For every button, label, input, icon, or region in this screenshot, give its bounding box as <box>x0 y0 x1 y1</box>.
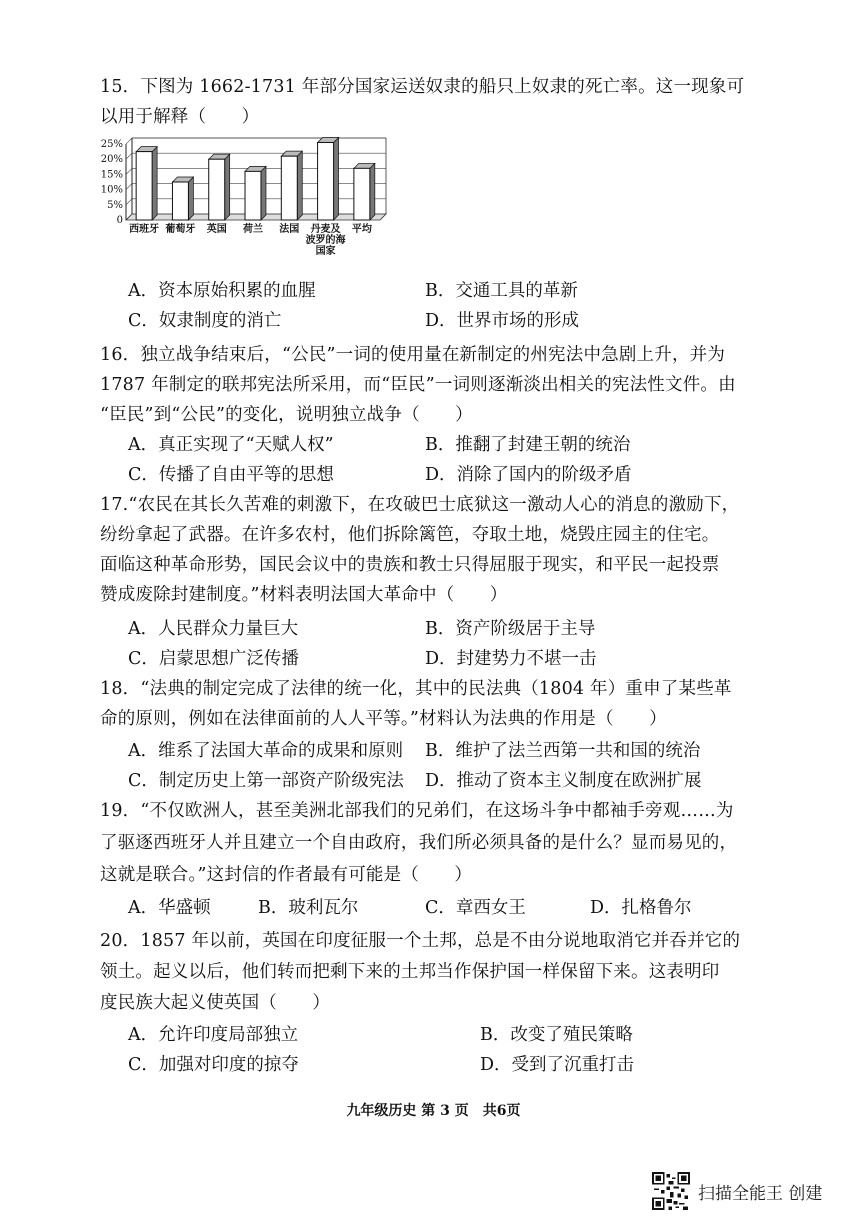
q16-option-d: D．消除了国内的阶级矛盾 <box>425 465 632 485</box>
bar-side <box>188 177 193 220</box>
bar-side <box>261 166 266 220</box>
q15-option-c: C．奴隶制度的消亡 <box>128 311 282 331</box>
bar <box>245 171 261 220</box>
x-category-label: 西班牙 <box>129 224 160 235</box>
y-tick-label: 10% <box>100 184 123 196</box>
q20-option-a: A．允许印度局部独立 <box>128 1025 299 1045</box>
q18-line-1: 18．“法典的制定完成了法律的统一化，其中的民法典（1804 年）重申了某些革 <box>100 679 732 699</box>
y-tick-label: 5% <box>107 199 123 211</box>
q18-line-2: 命的原则，例如在法律面前的人人平等。”材料认为法典的作用是（ ） <box>100 709 667 729</box>
q18-option-b: B．维护了法兰西第一共和国的统治 <box>425 741 701 761</box>
scanner-watermark <box>652 1172 822 1210</box>
x-category-label: 平均 <box>351 224 372 235</box>
x-category-label: 荷兰 <box>243 224 263 235</box>
q20-option-b: B．改变了殖民策略 <box>480 1025 633 1045</box>
q18-option-a: A．维系了法国大革命的成果和原则 <box>128 741 404 761</box>
page-footer: 九年级历史 第 3 页 共6页 <box>346 1103 521 1119</box>
x-category-label: 葡萄牙 <box>165 224 196 235</box>
q17-line-4: 赞成废除封建制度。”材料表明法国大革命中（ ） <box>100 585 508 605</box>
q19-option-a: A．华盛顿 <box>128 898 211 918</box>
q15-option-b: B．交通工具的革新 <box>425 281 578 301</box>
q17-option-a: A．人民群众力量巨大 <box>128 619 299 639</box>
q17-option-d: D．封建势力不堪一击 <box>425 649 597 669</box>
bar <box>172 182 188 220</box>
q16-line-3: “臣民”到“公民”的变化，说明独立战争（ ） <box>100 405 473 425</box>
x-category-label: 波罗的海 <box>305 235 346 246</box>
x-category-label: 国家 <box>315 246 336 257</box>
y-tick-label: 15% <box>100 169 123 181</box>
q18-option-d: D．推动了资本主义制度在欧洲扩展 <box>425 771 702 791</box>
gridline-diagonal <box>126 138 132 144</box>
slave-mortality-bar-chart <box>98 134 398 272</box>
gridline-diagonal <box>126 168 132 174</box>
bar <box>136 152 152 220</box>
q19-option-b: B．玻利瓦尔 <box>258 898 359 918</box>
bar-side <box>334 137 339 220</box>
bar-side <box>152 147 157 220</box>
x-category-label: 英国 <box>206 224 227 235</box>
q16-line-2: 1787 年制定的联邦宪法所采用，而“臣民”一词则逐渐淡出相关的宪法性文件。由 <box>100 375 736 395</box>
q16-option-c: C．传播了自由平等的思想 <box>128 465 334 485</box>
q19-option-c: C．章西女王 <box>425 898 526 918</box>
y-tick-label: 25% <box>100 139 123 150</box>
bar <box>281 156 297 220</box>
gridline-diagonal <box>126 184 132 190</box>
q15-option-d: D．世界市场的形成 <box>425 311 580 331</box>
bar <box>318 142 334 220</box>
q15-option-a: A．资本原始积累的血腥 <box>128 281 316 301</box>
q20-option-d: D．受到了沉重打击 <box>480 1055 635 1075</box>
q20-line-3: 度民族大起义使英国（ ） <box>100 993 331 1013</box>
q17-option-b: B．资产阶级居于主导 <box>425 619 596 639</box>
gridline-diagonal <box>126 153 132 159</box>
bar <box>354 168 370 220</box>
q20-option-c: C．加强对印度的掠夺 <box>128 1055 299 1075</box>
watermark-text: 扫描全能王 创建 <box>698 1183 823 1204</box>
q19-option-d: D．扎格鲁尔 <box>590 898 692 918</box>
x-category-label: 丹麦及 <box>310 224 341 235</box>
bar-side <box>297 151 302 220</box>
q17-line-1: 17.“农民在其长久苦难的刺激下，在攻破巴士底狱这一激动人心的消息的激励下， <box>100 495 740 515</box>
q16-option-a: A．真正实现了“天赋人权” <box>128 435 334 455</box>
q20-line-2: 领土。起义以后，他们转而把剩下来的土邦当作保护国一样保留下来。这表明印 <box>100 962 720 982</box>
q17-line-2: 纷纷拿起了武器。在许多农村，他们拆除篱笆，夺取土地，烧毁庄园主的住宅。 <box>100 525 720 545</box>
q17-line-3: 面临这种革命形势，国民会议中的贵族和教士只得屈服于现实，和平民一起投票 <box>100 555 720 575</box>
q16-line-1: 16．独立战争结束后，“公民”一词的使用量在新制定的州宪法中急剧上升，并为 <box>100 345 726 365</box>
q19-line-3: 这就是联合。”这封信的作者最有可能是（ ） <box>100 865 473 885</box>
bar <box>209 159 225 220</box>
y-tick-label: 0 <box>116 215 123 226</box>
q18-option-c: C．制定历史上第一部资产阶级宪法 <box>128 771 404 791</box>
q16-option-b: B．推翻了封建王朝的统治 <box>425 435 631 455</box>
q15-line-2: 以用于解释（ ） <box>100 107 260 127</box>
gridline-diagonal <box>126 199 132 205</box>
q19-line-1: 19．“不仅欧洲人，甚至美洲北部我们的兄弟们，在这场斗争中都袖手旁观……为 <box>100 801 734 821</box>
q19-line-2: 了驱逐西班牙人并且建立一个自由政府，我们所必须具备的是什么？显而易见的， <box>100 833 738 853</box>
q17-option-c: C．启蒙思想广泛传播 <box>128 649 299 669</box>
y-tick-label: 20% <box>100 154 123 166</box>
q15-line-1: 15．下图为 1662-1731 年部分国家运送奴隶的船只上奴隶的死亡率。这一现象可 <box>100 77 745 97</box>
bar-side <box>370 163 375 220</box>
q20-line-1: 20．1857 年以前，英国在印度征服一个土邦，总是不由分说地取消它并吞并它的 <box>100 931 741 951</box>
qr-code-icon <box>652 1172 690 1210</box>
x-category-label: 法国 <box>279 224 300 235</box>
bar-side <box>225 154 230 220</box>
